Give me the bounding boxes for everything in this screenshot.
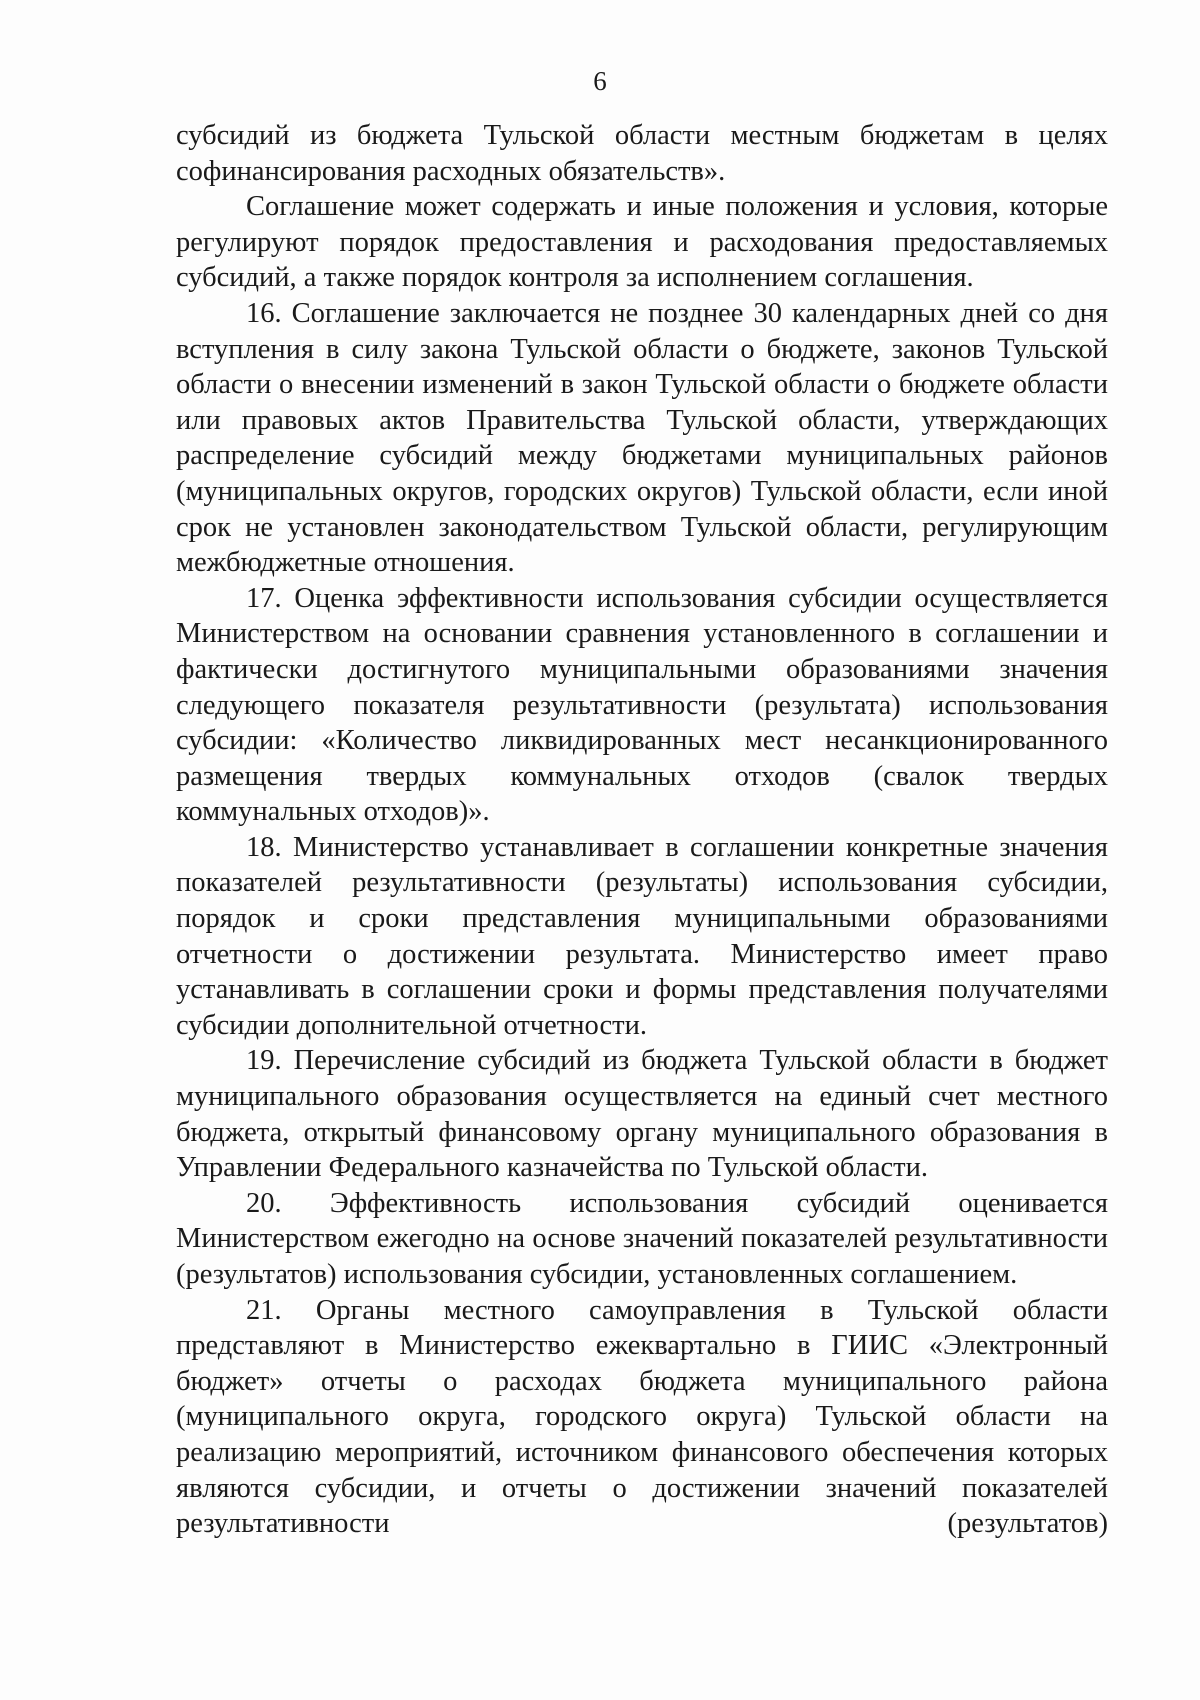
paragraph-16: 16. Соглашение заключается не позднее 30 календарных дней со дня вступления в силу закона Тульской области о бюджете, законов Тульской области о внесении изменений в закон Тульской области о бюджете области или правовых актов Правительства Тульской области, утверждающих распределение субсидий между бюджетами муниципальных районов (муниципальных округов, городских округов) Тульской области, если иной срок не установлен законодательством Тульской области, регулирующим межбюджетные отношения. (176, 297, 1108, 579)
document-body (176, 118, 1108, 1542)
paragraph-21: 21. Органы местного самоуправления в Тульской области представляют в Министерство ежеквартально в ГИИС «Электронный бюджет» отчеты о расходах бюджета муниципального района (муниципального округа, городского округа) Тульской области на реализацию мероприятий, источником финансового обеспечения которых являются субсидии, и отчеты о достижении значений показателей результативности (результатов) (176, 1294, 1108, 1540)
paragraph: Соглашение может содержать и иные положения и условия, которые регулируют порядок предоставления и расходования предоставляемых субсидий, а также порядок контроля за исполнением соглашения. (176, 191, 1108, 294)
paragraph-18: 18. Министерство устанавливает в соглашении конкретные значения показателей результативности (результаты) использования субсидии, порядок и сроки представления муниципальными образованиями отчетности о достижении результата. Министерство имеет право устанавливать в соглашении сроки и формы представления получателями субсидии дополнительной отчетности. (176, 831, 1108, 1041)
paragraph-19: 19. Перечисление субсидий из бюджета Тульской области в бюджет муниципального образования осуществляется на единый счет местного бюджета, открытый финансовому органу муниципального образования в Управлении Федерального казначейства по Тульской области. (176, 1045, 1108, 1184)
paragraph: субсидий из бюджета Тульской области местным бюджетам в целях софинансирования расходных обязательств». (176, 120, 1108, 187)
paragraph-17: 17. Оценка эффективности использования субсидии осуществляется Министерством на основании сравнения установленного в соглашении и фактически достигнутого муниципальными образованиями значения следующего показателя результативности (результата) использования субсидии: «Количество ликвидированных мест несанкционированного размещения твердых коммунальных отходов (свалок твердых коммунальных отходов)». (176, 582, 1108, 828)
paragraph-20: 20. Эффективность использования субсидий оценивается Министерством ежегодно на основе значений показателей результативности (результатов) использования субсидии, установленных соглашением. (176, 1187, 1108, 1290)
page-number: 6 (593, 66, 607, 96)
